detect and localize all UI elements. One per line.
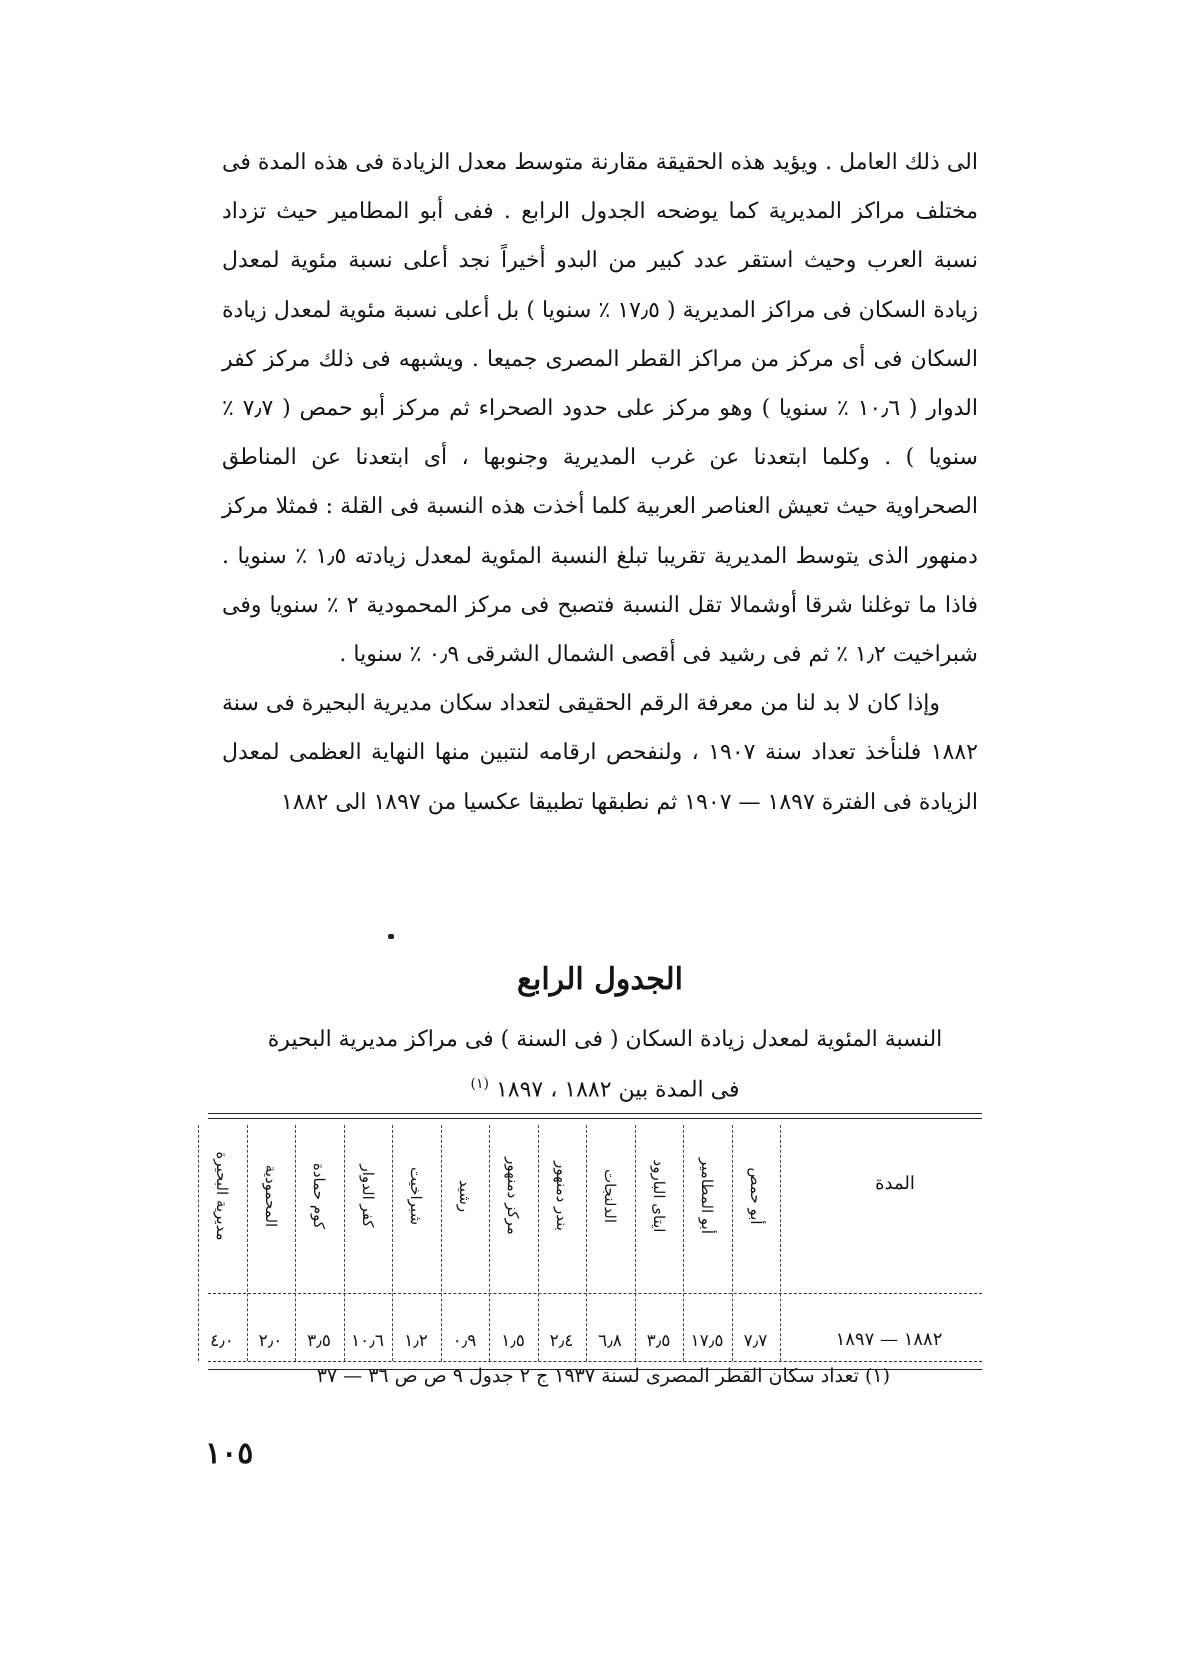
table-cell: ١٠٫٦ bbox=[351, 1331, 384, 1351]
column-header bbox=[249, 1121, 293, 1271]
column-header-label: أبو المطامير bbox=[698, 1158, 716, 1234]
column-divider bbox=[392, 1125, 393, 1361]
data-table bbox=[208, 1113, 982, 1351]
table-top-rule-double bbox=[208, 1118, 982, 1119]
column-divider bbox=[635, 1125, 636, 1361]
column-divider bbox=[295, 1125, 296, 1361]
column-header bbox=[734, 1121, 778, 1271]
column-header bbox=[394, 1121, 438, 1271]
footnote: (١) تعداد سكان القطر المصرى لسنة ١٩٣٧ ج ٢ جدول ٩ ص ص ٣٦ — ٣٧ bbox=[316, 1365, 890, 1387]
table-cell: ٠٫٩ bbox=[452, 1331, 477, 1351]
column-header-label: شبراخيت bbox=[407, 1166, 425, 1226]
section-dot bbox=[388, 934, 394, 939]
column-header bbox=[540, 1121, 584, 1271]
footnote-ref: (١) bbox=[470, 1076, 489, 1092]
column-header bbox=[297, 1121, 341, 1271]
table-cell: ٧٫٧ bbox=[743, 1331, 768, 1351]
table-cell: ٢٫٤ bbox=[549, 1331, 574, 1351]
column-header-label: أبو حمص bbox=[746, 1167, 765, 1225]
column-header bbox=[443, 1121, 487, 1271]
column-header-label: الدلنجات bbox=[601, 1168, 619, 1224]
period-value: ١٨٨٢ — ١٨٩٧ bbox=[835, 1329, 943, 1350]
column-header-label: مركز دمنهور bbox=[504, 1157, 522, 1235]
column-divider bbox=[538, 1125, 539, 1361]
body-text bbox=[222, 138, 978, 827]
table-cell: ٣٫٥ bbox=[307, 1331, 331, 1351]
table-title: الجدول الرابع bbox=[517, 962, 683, 997]
column-divider bbox=[586, 1125, 587, 1361]
column-header-label: رشيد bbox=[455, 1179, 474, 1213]
column-header-label: مديرية البحيرة bbox=[213, 1151, 231, 1241]
column-divider bbox=[489, 1125, 490, 1361]
column-header bbox=[200, 1121, 244, 1271]
paragraph-1: الى ذلك العامل . ويؤيد هذه الحقيقة مقارنة متوسط معدل الزيادة فى هذه المدة فى مختلف مراكز المديرية كما يوضحه الجدول الرابع . ففى أبو المطامير حيث تزداد نسبة العرب وحيث استقر عدد كبير من البدو أخيراً نجد أعلى نسبة مئوية لمعدل زيادة السكان فى مراكز المديرية ( ١٧٫٥ ٪ سنويا ) بل أعلى نسبة مئوية لمعدل زيادة السكان فى أى مركز من مراكز القطر المصرى جميعا . ويشبهه فى ذلك مركز كفر الدوار ( ١٠٫٦ ٪ سنويا ) وهو مركز على حدود الصحراء ثم مركز أبو حمص ( ٧٫٧ ٪ سنويا ) . وكلما ابتعدنا عن غرب المديرية وجنوبها ، أى ابتعدنا عن المناطق الصحراوية حيث تعيش العناصر العربية كلما أخذت هذه النسبة فى القلة : فمثلا مركز دمنهور الذى يتوسط المديرية تقريبا تبلغ النسبة المئوية لمعدل زيادته ١٫٥ ٪ سنويا . فاذا ما توغلنا شرقا أوشمالا تقل النسبة فتصبح فى مركز المحمودية ٢ ٪ سنويا وفى شبراخيت ١٫٢ ٪ ثم فى رشيد فى أقصى الشمال الشرقى ٠٫٩ ٪ سنويا . bbox=[222, 150, 979, 668]
table-cell: ٤٫٠ bbox=[210, 1331, 234, 1351]
column-header-label: كفر الدوار bbox=[358, 1164, 377, 1228]
table-caption-line-2 bbox=[225, 1062, 985, 1112]
column-divider bbox=[732, 1125, 733, 1361]
paragraph-2: وإذا كان لا بد لنا من معرفة الرقم الحقيقى لتعداد سكان مديرية البحيرة فى سنة ١٨٨٢ فلنأخذ تعداد سنة ١٩٠٧ ، ولنفحص ارقامه لنتبين منها النهاية العظمى لمعدل الزيادة فى الفترة ١٨٩٧ — ١٩٠٧ ثم نطبقها تطبيقا عكسيا من ١٨٩٧ الى ١٨٨٢ bbox=[222, 691, 978, 815]
column-header-label: ايتاى البارود bbox=[649, 1159, 668, 1233]
page-number: ١٠٥ bbox=[205, 1436, 254, 1471]
table-mid-rule bbox=[208, 1293, 982, 1294]
column-header-label: المحمودية bbox=[261, 1164, 280, 1228]
column-divider bbox=[198, 1125, 199, 1361]
period-header: المدة bbox=[875, 1173, 915, 1194]
column-header bbox=[588, 1121, 632, 1271]
column-divider bbox=[780, 1125, 781, 1361]
column-header bbox=[637, 1121, 681, 1271]
table-caption-period: فى المدة بين ١٨٨٢ ، ١٨٩٧ bbox=[495, 1077, 740, 1103]
column-divider bbox=[441, 1125, 442, 1361]
column-header-label: كوم حمادة bbox=[310, 1163, 328, 1229]
table-caption-line-1: النسبة المئوية لمعدل زيادة السكان ( فى السنة ) فى مراكز مديرية البحيرة bbox=[267, 1027, 943, 1052]
column-divider bbox=[247, 1125, 248, 1361]
table-cell: ٦٫٨ bbox=[598, 1331, 622, 1351]
table-cell: ١٫٥ bbox=[501, 1331, 525, 1351]
table-cell: ٣٫٥ bbox=[646, 1331, 671, 1351]
table-caption bbox=[225, 1018, 985, 1112]
column-divider bbox=[683, 1125, 684, 1361]
column-header bbox=[346, 1121, 390, 1271]
table-cell: ١٧٫٥ bbox=[690, 1331, 724, 1351]
column-header bbox=[491, 1121, 535, 1271]
table-top-rule bbox=[208, 1113, 982, 1114]
column-header bbox=[685, 1121, 729, 1271]
table-cell: ٢٫٠ bbox=[258, 1331, 283, 1351]
table-bottom-rule bbox=[208, 1361, 982, 1362]
table-cell: ١٫٢ bbox=[404, 1331, 428, 1351]
column-header-label: بندر دمنهور bbox=[552, 1161, 571, 1231]
column-divider bbox=[344, 1125, 345, 1361]
